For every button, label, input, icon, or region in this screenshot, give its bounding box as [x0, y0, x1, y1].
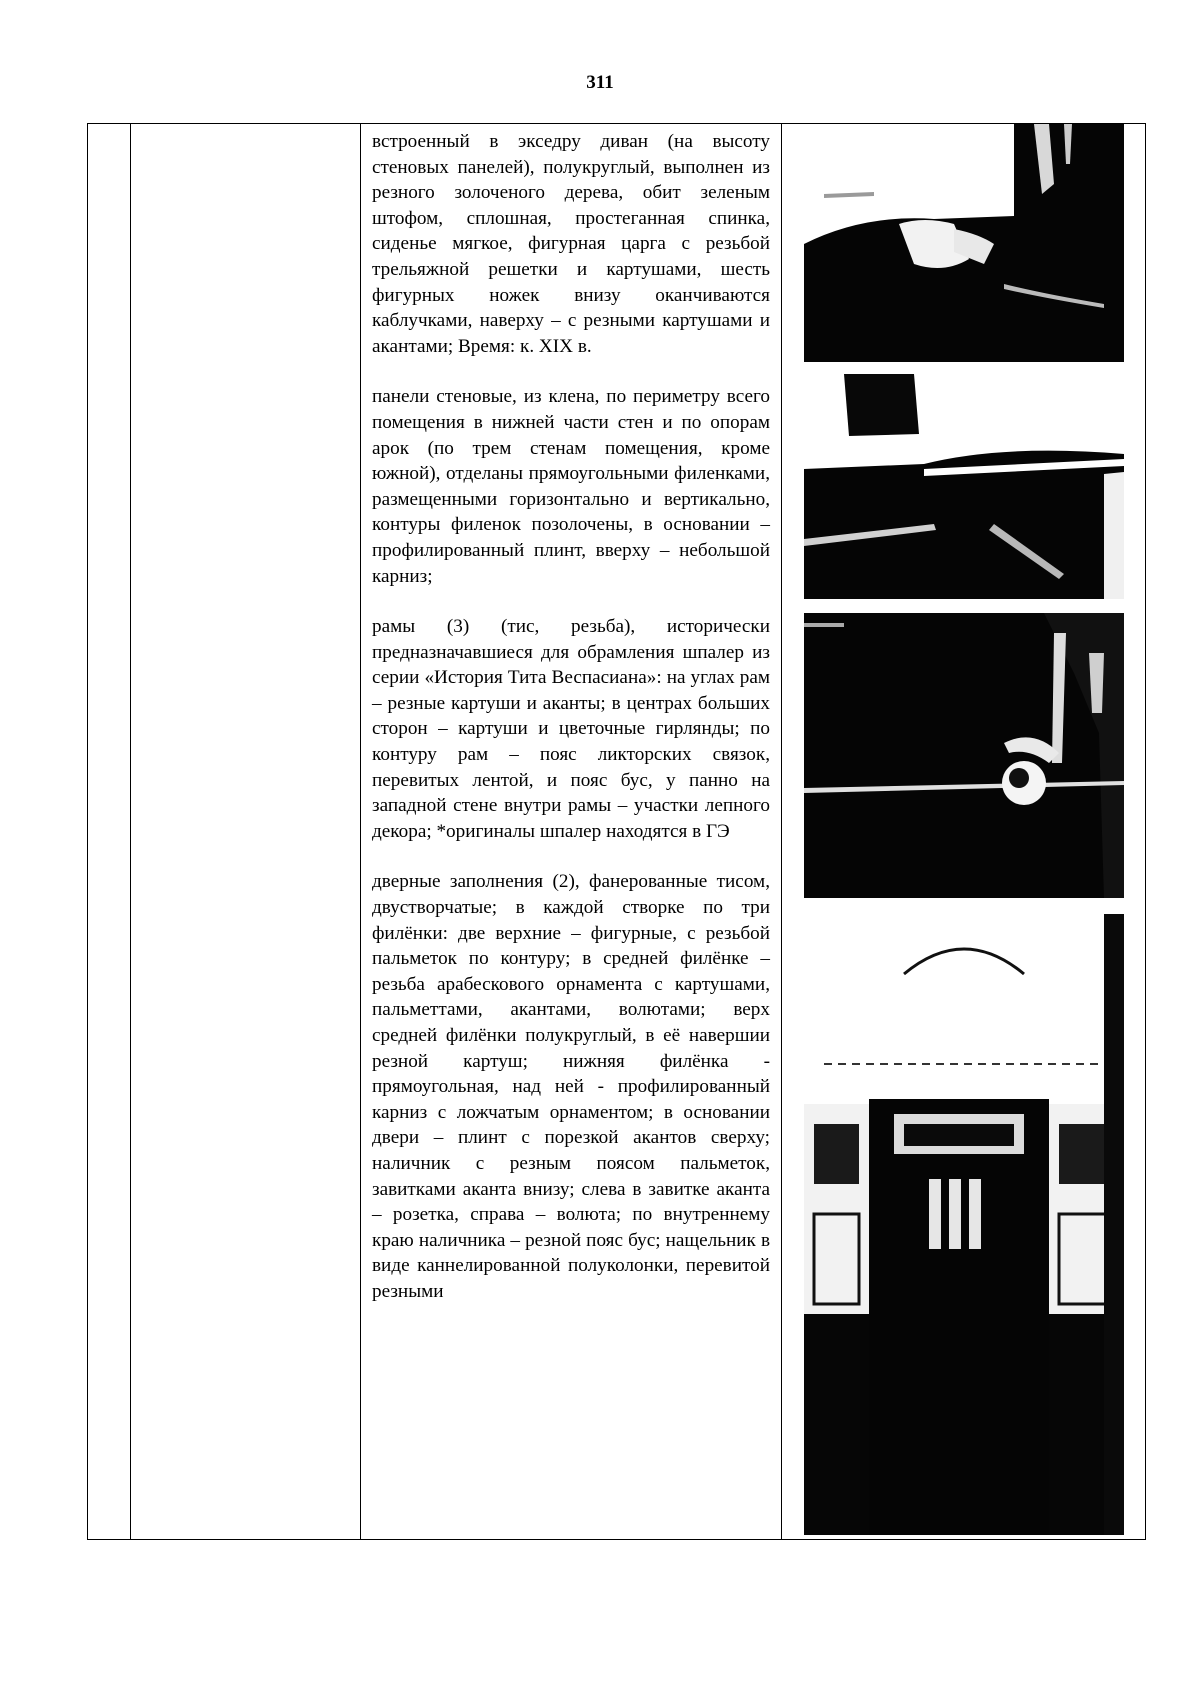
description-paragraph-panels: панели стеновые, из клена, по периметру всего помещения в нижней части стен и по опорам арок (по трем стенам помещения, кроме южной), отделаны прямоугольными филенками, размещенными горизонтально и вертикально, контуры филенок позолочены, в основании – профилированный плинт, вверху – небольшой карниз; — [372, 386, 770, 587]
description-cell — [361, 124, 782, 1540]
photo-carved-frame — [804, 613, 1124, 898]
name-cell — [131, 124, 361, 1540]
description-paragraph-frames: рамы (3) (тис, резьба), исторически предназначавшиеся для обрамления шпалер из серии «История Тита Веспасиана»: на углах рам – резные картуши и аканты; в центрах больших сторон – картуши и цветочные гирлянды; по контуру рам – пояс ликторских связок, перевитых лентой, и пояс бус, у панно на западной стене внутри рамы – участки лепного декора; *оригиналы шпалер находятся в ГЭ — [372, 616, 770, 842]
description-paragraph-doors: дверные заполнения (2), фанерованные тисом, двустворчатые; в каждой створке по три филёнки: две верхние – фигурные, с резьбой пальметок по контуру; в средней филёнке – резьба арабескового орнамента с картушами, пальметтами, акантами, волютами; верх средней филёнки полукруглый, в её навершии резной картуш; нижняя филёнка - прямоугольная, над ней - профилированный карниз с ложчатым орнаментом; в основании двери – плинт с порезкой акантов сверху; наличник с резным поясом пальметок, завитками аканта внизу; слева в завитке аканта – розетка, справа – волюта; по внутреннему краю наличника – резной пояс бус; нащельник в виде каннелированной полуколонки, перевитой резными — [372, 871, 770, 1302]
page-number: 311 — [586, 72, 614, 93]
photo-cell — [782, 124, 1146, 1540]
photo-doorway — [804, 914, 1124, 1535]
photo-divan — [804, 124, 1124, 362]
document-table — [87, 123, 1146, 1540]
description-paragraph-divan: встроенный в экседру диван (на высоту стеновых панелей), полукруглый, выполнен из резного золоченого дерева, обит зеленым штофом, сплошная, простеганная спинка, сиденье мягкое, фигурная царга с резьбой трельяжной решетки и картушами, шесть фигурных ножек внизу оканчиваются каблучками, наверху – с резными картушами и акантами; Время: к. XIX в. — [372, 131, 770, 357]
table-row — [88, 124, 1146, 1540]
index-cell — [88, 124, 131, 1540]
photo-wall-panels — [804, 374, 1124, 599]
